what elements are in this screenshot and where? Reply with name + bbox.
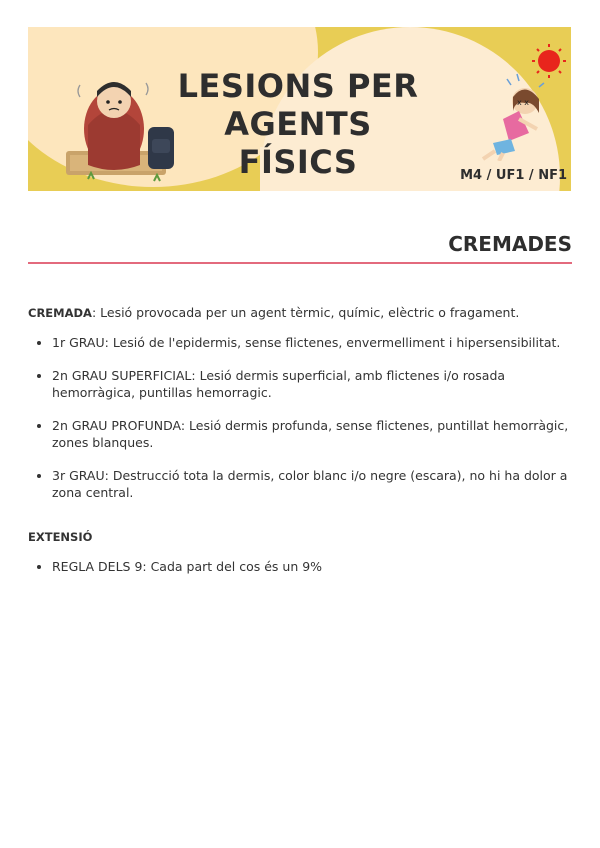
falling-girl-illustration	[453, 41, 571, 161]
definition-term: CREMADA	[28, 306, 92, 320]
extension-list	[28, 558, 572, 575]
content-body	[28, 304, 572, 591]
banner-title	[168, 67, 428, 181]
list-item: • 3r GRAU: Destrucció tota la dermis, color blanc i/o negre (escara), no hi ha dolor a zona central.	[52, 467, 572, 501]
section-title: CREMADES	[448, 232, 572, 256]
list-item: • REGLA DELS 9: Cada part del cos és un 9%	[52, 558, 572, 575]
banner-title-line1: LESIONS PER	[177, 67, 419, 105]
list-item: • 2n GRAU SUPERFICIAL: Lesió dermis superficial, amb flictenes i/o rosada hemorràgica, puntillas hemorragic.	[52, 367, 572, 401]
section-divider	[28, 262, 572, 264]
extension-heading: EXTENSIÓ	[28, 530, 93, 544]
svg-text:x x: x x	[517, 98, 530, 107]
sun-icon	[532, 44, 566, 78]
definition-paragraph	[28, 304, 572, 322]
list-item: • 2n GRAU PROFUNDA: Lesió dermis profunda, sense flictenes, puntillat hemorràgic, zones blanques.	[52, 417, 572, 451]
module-code: M4 / UF1 / NF1	[460, 168, 567, 183]
grades-list	[28, 334, 572, 501]
header-banner	[28, 27, 571, 191]
banner-title-line2: AGENTS FÍSICS	[224, 105, 372, 181]
definition-text: : Lesió provocada per un agent tèrmic, químic, elèctric o fragament.	[91, 305, 520, 320]
list-item: • 1r GRAU: Lesió de l'epidermis, sense flictenes, envermelliment i hipersensibilitat.	[52, 334, 572, 351]
